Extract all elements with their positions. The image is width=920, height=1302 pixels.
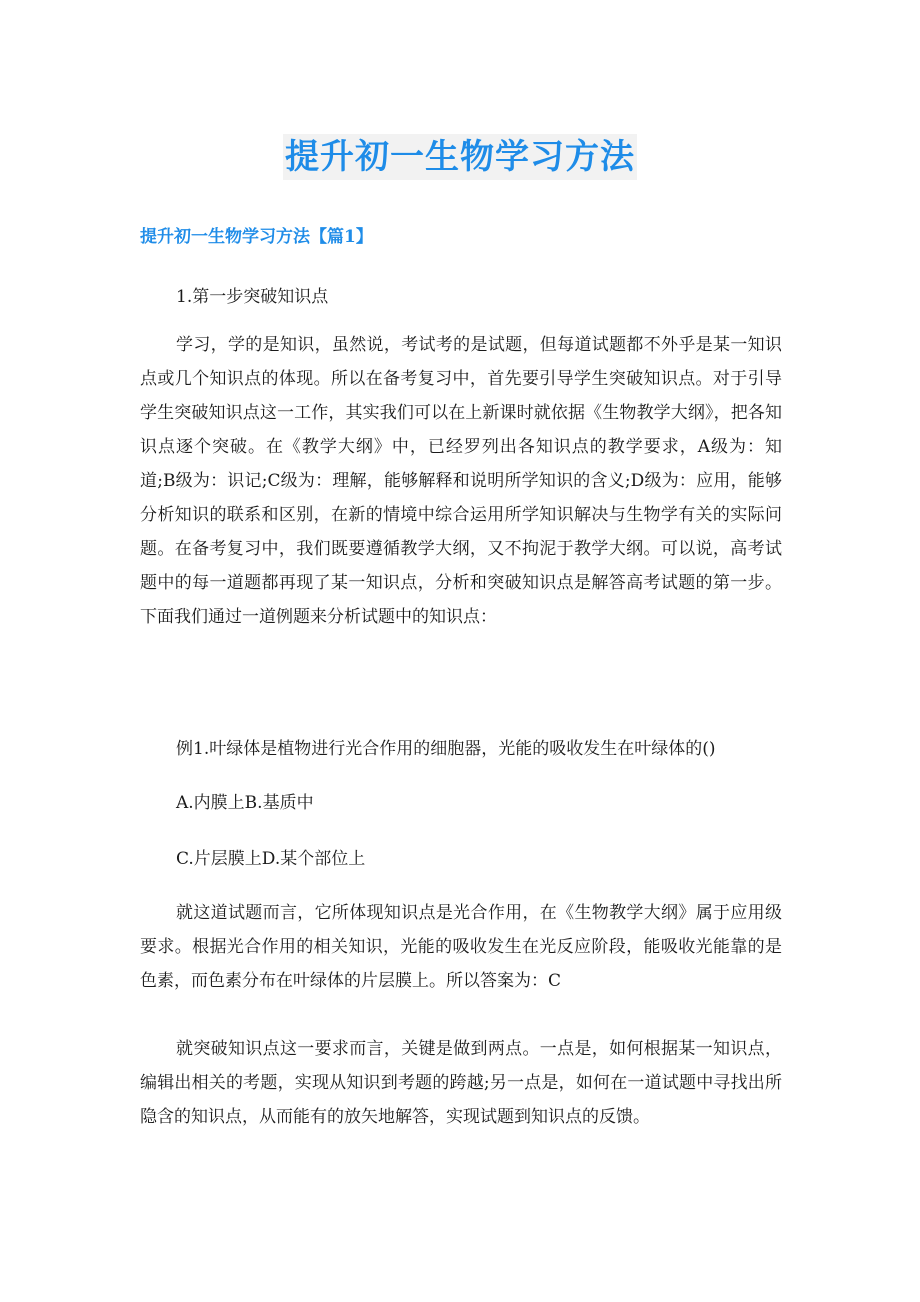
paragraph-knowledge-points: 学习，学的是知识，虽然说，考试考的是试题，但每道试题都不外乎是某一知识点或几个知识点的体现。所以在备考复习中，首先要引导学生突破知识点。对于引导学生突破知识点这一工作，其实我们可以在上新课时就依据《生物教学大纲》，把各知识点逐个突破。在《教学大纲》中，已经罗列出各知识点的教学要求，A级为：知道;B级为：识记;C级为：理解，能够解释和说明所学知识的含义;D级为：应用，能够分析知识的联系和区别，在新的情境中综合运用所学知识解决与生物学有关的实际问题。在备考复习中，我们既要遵循教学大纲，又不拘泥于教学大纲。可以说，高考试题中的每一道题都再现了某一知识点，分析和突破知识点是解答高考试题的第一步。下面我们通过一道例题来分析试题中的知识点： [140, 335, 782, 627]
paragraph-answer-analysis: 就这道试题而言，它所体现知识点是光合作用，在《生物教学大纲》属于应用级要求。根据光合作用的相关知识，光能的吸收发生在光反应阶段，能吸收光能靠的是色素，而色素分布在叶绿体的片层膜上。所以答案为：C [140, 903, 782, 991]
paragraph-step-heading: 1.第一步突破知识点 [176, 287, 329, 307]
paragraph-example-question: 例1.叶绿体是植物进行光合作用的细胞器，光能的吸收发生在叶绿体的() [176, 739, 716, 759]
paragraph-options-ab: A.内膜上B.基质中 [176, 793, 314, 813]
document-title-text: 提升初一生物学习方法 [283, 134, 637, 180]
document-title [0, 134, 920, 180]
section-heading: 提升初一生物学习方法【篇1】 [140, 227, 373, 247]
paragraph-two-key-points: 就突破知识点这一要求而言，关键是做到两点。一点是，如何根据某一知识点，编辑出相关的考题，实现从知识到考题的跨越;另一点是，如何在一道试题中寻找出所隐含的知识点，从而能有的放矢地解答，实现试题到知识点的反馈。 [140, 1039, 782, 1127]
paragraph-options-cd: C.片层膜上D.某个部位上 [176, 849, 366, 869]
